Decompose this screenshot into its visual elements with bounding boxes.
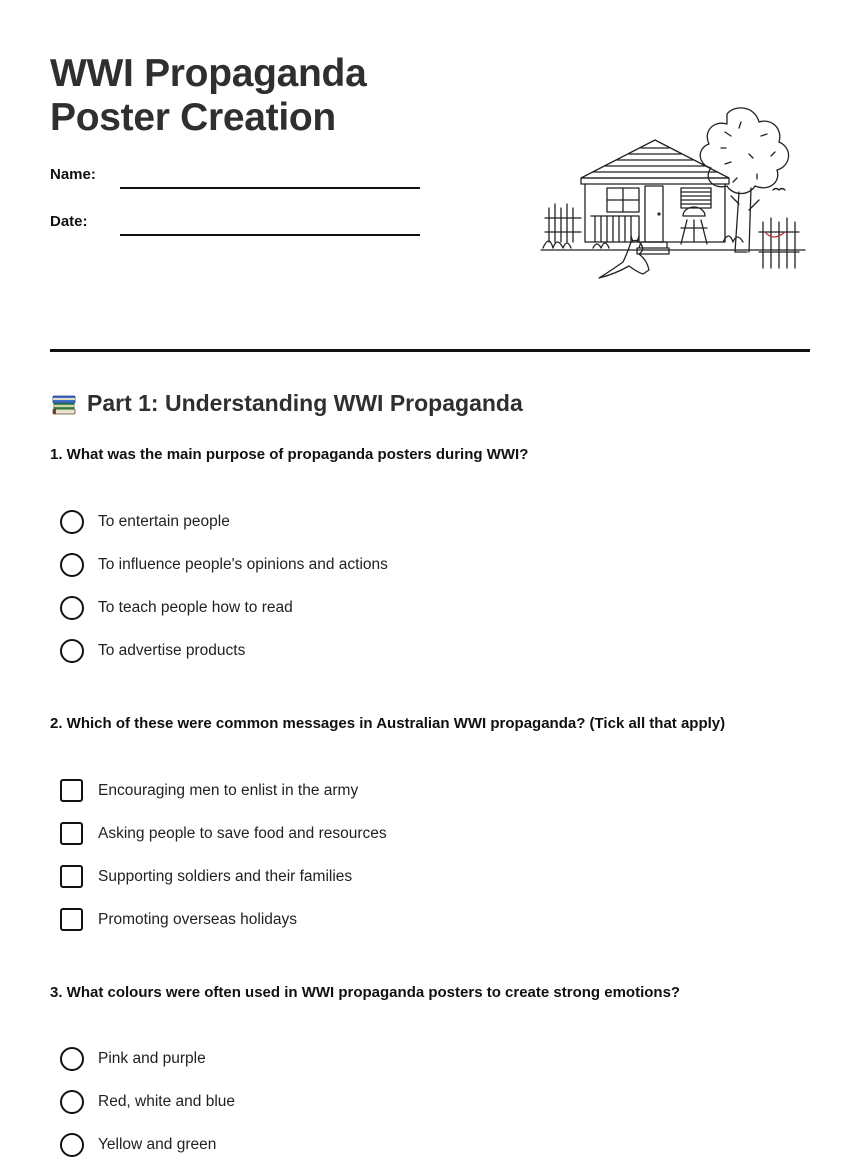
checkbox[interactable]: [60, 865, 83, 888]
q1-option-3[interactable]: [60, 596, 293, 620]
books-icon: [50, 389, 78, 417]
name-label: Name:: [50, 166, 96, 183]
question-2: 2. Which of these were common messages in Australian WWI propaganda? (Tick all that apply): [50, 715, 726, 732]
option-label: Pink and purple: [98, 1050, 206, 1067]
checkbox[interactable]: [60, 908, 83, 931]
option-label: Supporting soldiers and their families: [98, 867, 353, 885]
q1-option-1[interactable]: [60, 510, 230, 534]
worksheet-title: [50, 52, 366, 140]
q1-option-4[interactable]: [60, 639, 245, 663]
radio-button[interactable]: [60, 553, 84, 577]
radio-button[interactable]: [60, 639, 84, 663]
q1-option-2[interactable]: [60, 553, 388, 577]
question-1: 1. What was the main purpose of propaganda posters during WWI?: [50, 446, 529, 463]
option-label: Promoting overseas holidays: [98, 910, 298, 928]
radio-button[interactable]: [60, 510, 84, 534]
option-label: To teach people how to read: [98, 599, 293, 616]
q3-option-1[interactable]: [60, 1047, 206, 1071]
date-field[interactable]: [120, 234, 420, 236]
part1-title: Part 1: Understanding WWI Propaganda: [87, 389, 523, 416]
option-label: Red, white and blue: [98, 1093, 236, 1110]
radio-button[interactable]: [60, 596, 84, 620]
australian-house-kangaroo-illustration: [535, 92, 810, 287]
option-label: To advertise products: [98, 642, 246, 659]
q2-option-3[interactable]: [60, 865, 352, 888]
question-3: 3. What colours were often used in WWI propaganda posters to create strong emotions?: [50, 984, 681, 1001]
option-label: Asking people to save food and resources: [98, 824, 387, 842]
part1-heading: [50, 389, 523, 417]
date-label: Date:: [50, 213, 88, 230]
name-field[interactable]: [120, 187, 420, 189]
checkbox[interactable]: [60, 822, 83, 845]
q2-option-1[interactable]: [60, 779, 358, 802]
title-line-2: Poster Creation: [50, 96, 336, 139]
option-label: Yellow and green: [98, 1136, 217, 1153]
q3-option-3[interactable]: [60, 1133, 216, 1157]
q3-option-2[interactable]: [60, 1090, 235, 1114]
radio-button[interactable]: [60, 1047, 84, 1071]
radio-button[interactable]: [60, 1090, 84, 1114]
radio-button[interactable]: [60, 1133, 84, 1157]
q2-option-4[interactable]: [60, 908, 297, 931]
q2-option-2[interactable]: [60, 822, 387, 845]
option-label: Encouraging men to enlist in the army: [98, 781, 359, 799]
title-line-1: WWI Propaganda: [50, 52, 367, 95]
option-label: To influence people's opinions and actions: [98, 556, 388, 573]
section-divider: [50, 349, 810, 352]
checkbox[interactable]: [60, 779, 83, 802]
option-label: To entertain people: [98, 513, 230, 530]
